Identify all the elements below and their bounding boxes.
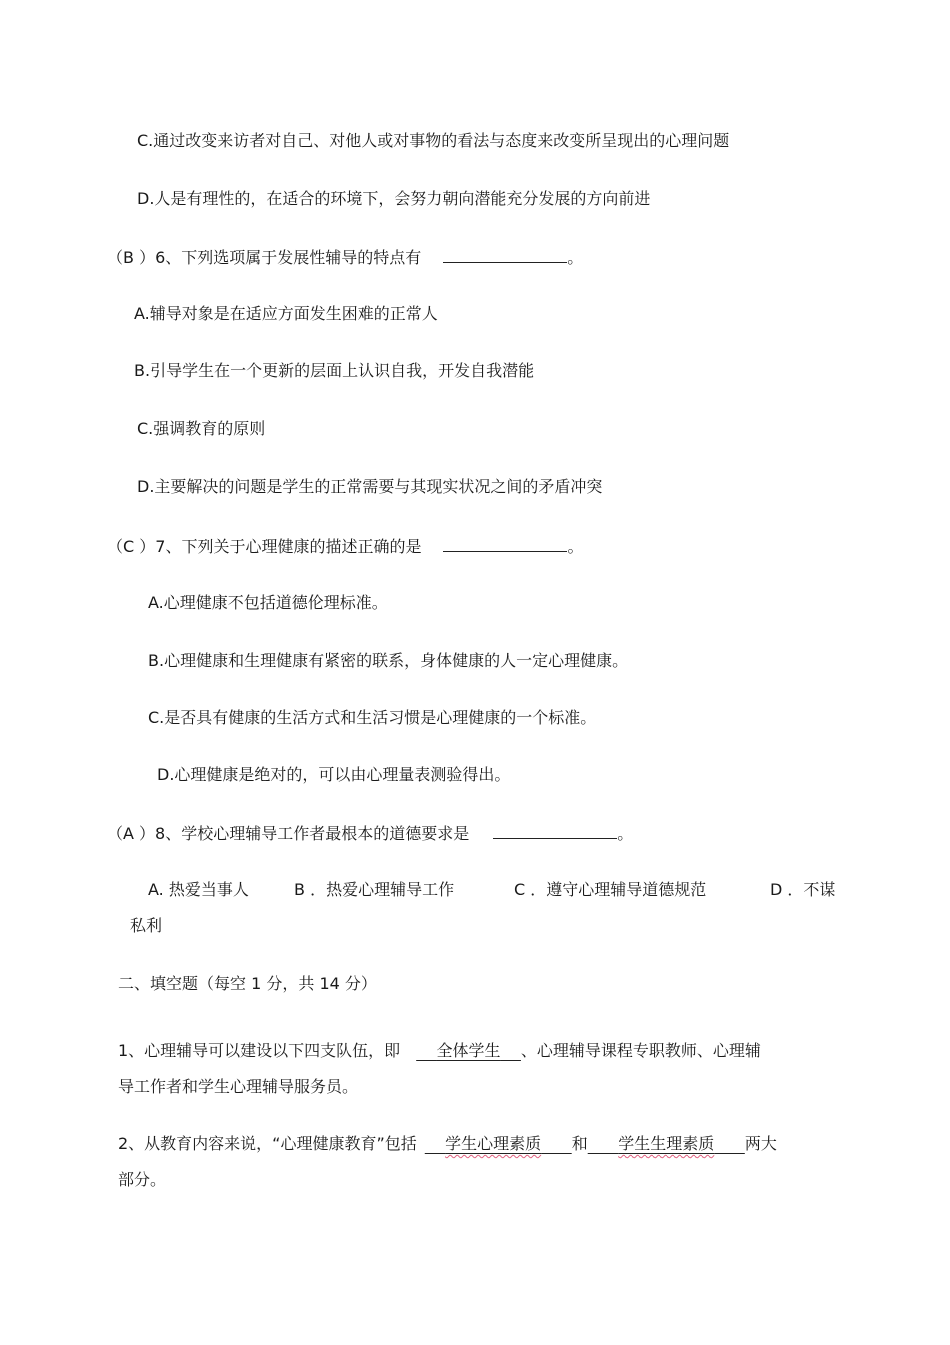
q8-option-a: A. 热爱当事人 [148, 880, 249, 899]
q8-option-d-continued: 私利 [130, 916, 163, 935]
q7-option-c: C.是否具有健康的生活方式和生活习惯是心理健康的一个标准。 [148, 708, 597, 727]
q8-stem: 8、学校心理辅导工作者最根本的道德要求是 [155, 824, 470, 843]
q6-blank [443, 246, 567, 263]
q8-option-d: D ．不谋 [770, 880, 836, 899]
q5-option-c: C.通过改变来访者对自己、对他人或对事物的看法与态度来改变所呈现出的心理问题 [137, 131, 730, 150]
fill-question-1: 1、心理辅导可以建设以下四支队伍，即 全体学生 、心理辅导课程专职教师、心理辅 [118, 1041, 761, 1060]
q8-option-b: B ．热爱心理辅导工作 [294, 880, 455, 899]
q6-answer: （B ） [107, 248, 156, 267]
q7-answer: （C ） [107, 537, 156, 556]
fill1-answer: 全体学生 [436, 1041, 501, 1060]
q7-option-b: B.心理健康和生理健康有紧密的联系，身体健康的人一定心理健康。 [148, 651, 629, 670]
question-6: （B ）6、下列选项属于发展性辅导的特点有 。 [107, 248, 584, 267]
q8-option-c: C ．遵守心理辅导道德规范 [514, 880, 707, 899]
q6-option-a: A.辅导对象是在适应方面发生困难的正常人 [134, 304, 438, 323]
q7-stem: 7、下列关于心理健康的描述正确的是 [155, 537, 422, 556]
q7-blank [443, 535, 567, 552]
q6-stem: 6、下列选项属于发展性辅导的特点有 [155, 248, 422, 267]
section-2-title: 二、填空题（每空 1 分，共 14 分） [118, 974, 377, 993]
question-8: （A ）8、学校心理辅导工作者最根本的道德要求是 。 [107, 824, 634, 843]
q6-option-d: D.主要解决的问题是学生的正常需要与其现实状况之间的矛盾冲突 [137, 477, 603, 496]
q8-answer: （A ） [107, 824, 156, 843]
fill-question-2: 2、从教育内容来说，“心理健康教育”包括 学生心理素质 和 学生生理素质 两大 [118, 1134, 777, 1153]
fill2-answer-2: 学生生理素质 [618, 1134, 715, 1153]
q5-option-d: D.人是有理性的，在适合的环境下，会努力朝向潜能充分发展的方向前进 [137, 189, 651, 208]
fill2-answer-1: 学生心理素质 [445, 1134, 542, 1153]
fill-question-2-continued: 部分。 [118, 1170, 167, 1189]
q6-option-b: B.引导学生在一个更新的层面上认识自我，开发自我潜能 [134, 361, 535, 380]
q6-option-c: C.强调教育的原则 [137, 419, 266, 438]
q7-option-d: D.心理健康是绝对的，可以由心理量表测验得出。 [157, 765, 511, 784]
fill-question-1-continued: 导工作者和学生心理辅导服务员。 [118, 1077, 359, 1096]
question-7: （C ）7、下列关于心理健康的描述正确的是 。 [107, 537, 584, 556]
q7-option-a: A.心理健康不包括道德伦理标准。 [148, 593, 388, 612]
q8-blank [493, 822, 617, 839]
